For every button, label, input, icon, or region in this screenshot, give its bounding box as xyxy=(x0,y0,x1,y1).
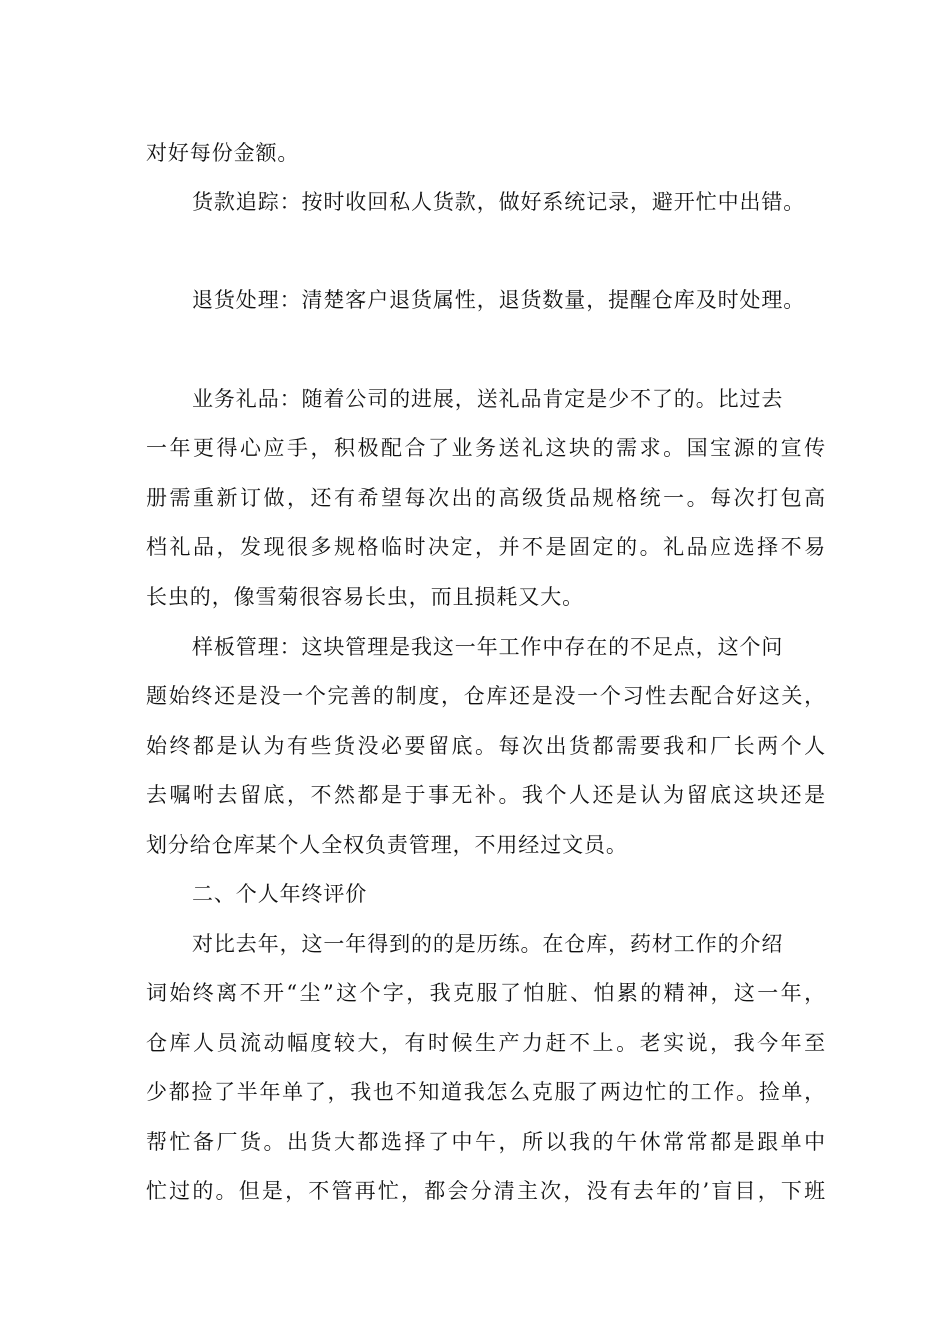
body-line: 对好每份金额。 xyxy=(146,141,300,165)
body-line: 样板管理：这块管理是我这一年工作中存在的不足点，这个问 xyxy=(192,635,784,659)
section-heading: 二、个人年终评价 xyxy=(192,882,368,906)
body-line: 册需重新订做，还有希望每次出的高级货品规格统一。每次打包高 xyxy=(146,486,826,510)
body-line: 仓库人员流动幅度较大，有时候生产力赶不上。老实说，我今年至 xyxy=(146,1031,826,1055)
body-line: 退货处理：清楚客户退货属性，退货数量，提醒仓库及时处理。 xyxy=(192,288,806,312)
body-line: 划分给仓库某个人全权负责管理，不用经过文员。 xyxy=(146,833,628,857)
body-line: 长虫的，像雪菊很容易长虫，而且损耗又大。 xyxy=(146,585,584,609)
body-line: 对比去年，这一年得到的的是历练。在仓库，药材工作的介绍 xyxy=(192,932,784,956)
body-line: 词始终离不开“尘”这个字，我克服了怕脏、怕累的精神，这一年， xyxy=(146,981,826,1005)
body-line: 货款追踪：按时收回私人货款，做好系统记录，避开忙中出错。 xyxy=(192,190,806,214)
body-line: 始终都是认为有些货没必要留底。每次出货都需要我和厂长两个人 xyxy=(146,734,826,758)
body-line: 帮忙备厂货。出货大都选择了中午，所以我的午休常常都是跟单中 xyxy=(146,1130,826,1154)
body-line: 少都捡了半年单了，我也不知道我怎么克服了两边忙的工作。捡单， xyxy=(146,1080,826,1104)
body-line: 题始终还是没一个完善的制度，仓库还是没一个习性去配合好这关， xyxy=(146,684,826,708)
body-line: 忙过的。但是，不管再忙，都会分清主次，没有去年的’盲目，下班 xyxy=(146,1179,826,1203)
body-line: 去嘱咐去留底，不然都是于事无补。我个人还是认为留底这块还是 xyxy=(146,783,826,807)
body-line: 档礼品，发现很多规格临时决定，并不是固定的。礼品应选择不易 xyxy=(146,535,826,559)
body-line: 业务礼品：随着公司的进展，送礼品肯定是少不了的。比过去 xyxy=(192,387,784,411)
body-line: 一年更得心应手，积极配合了业务送礼这块的需求。国宝源的宣传 xyxy=(146,436,826,460)
